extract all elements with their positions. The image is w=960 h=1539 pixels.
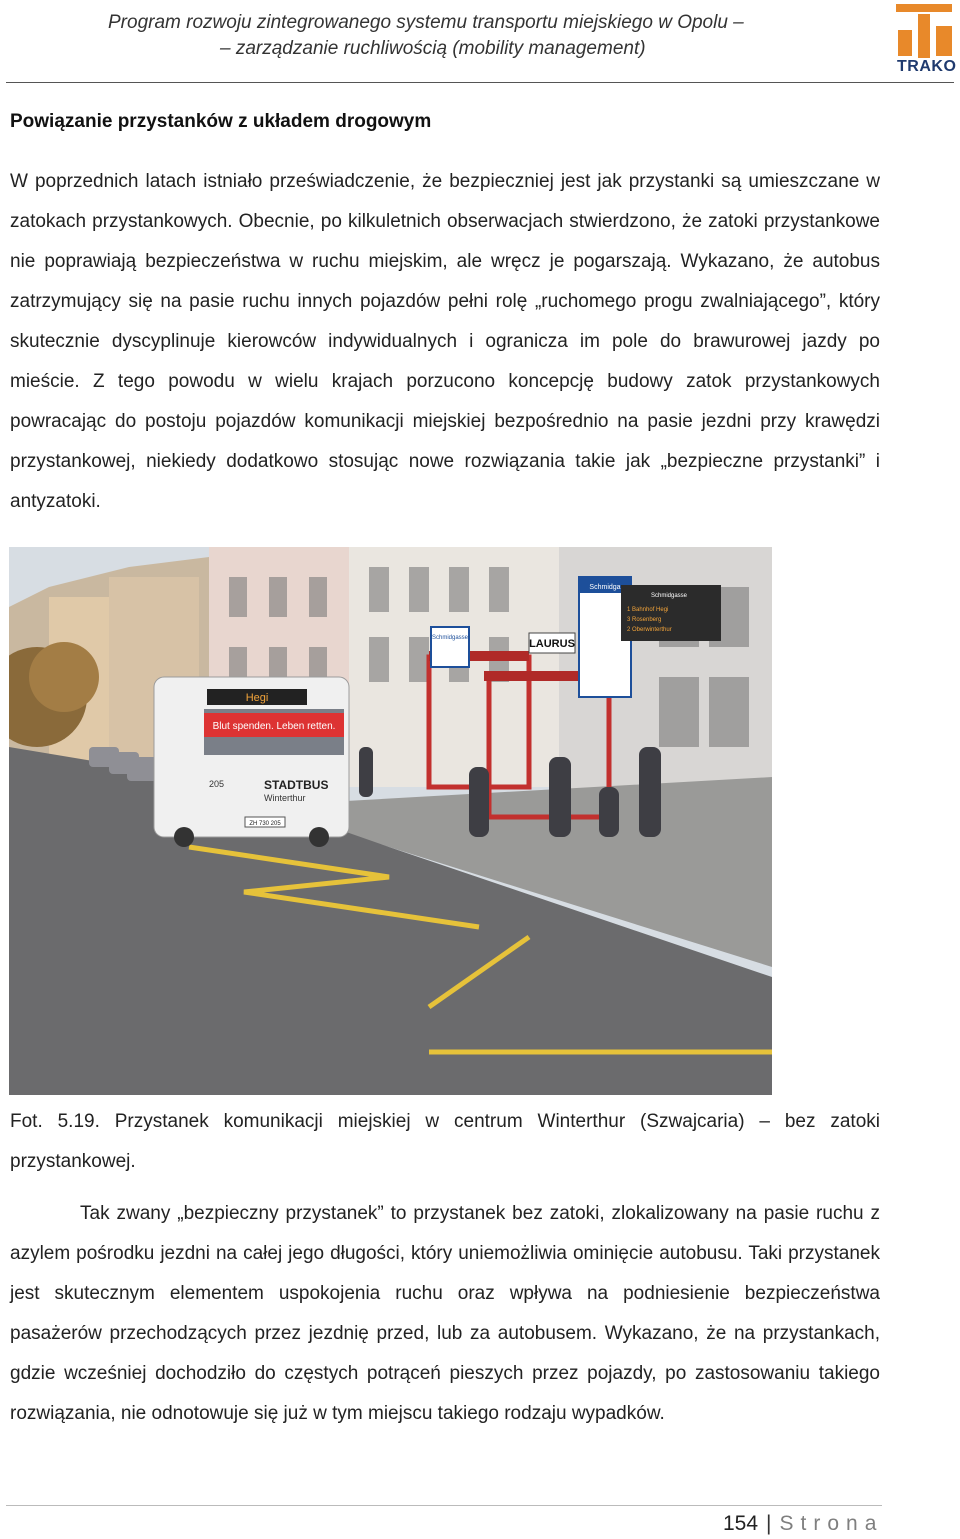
bus-number: 205	[209, 779, 225, 789]
stop-sign-1: Schmidgasse	[431, 635, 469, 641]
logo-text: TRAKO	[897, 58, 957, 75]
bus-stop-photo-illustration	[9, 547, 772, 1095]
header-title-line2: – zarządzanie ruchliwością (mobility management)	[220, 38, 646, 59]
body-paragraph-2: Tak zwany „bezpieczny przystanek” to przystanek bez zatoki, zlokalizowany na pasie ruchu z azylem pośrodku jezdni na całej jego długości, który uniemożliwia ominięcie autobusu. Taki przystanek jest skutecznym elementem uspokojenia ruchu oraz wpływa na podniesienie bezpieczeństwa pasażerów przechodzących przez jezdnię przed, lub za autobusem. Wykazano, że na przystankach, gdzie wcześniej dochodziło do częstych potrąceń pieszych przez pojazdy, po zastosowaniu takiego rozwiązania, nie odnotowuje się już w tym miejscu takiego rodzaju wypadków.	[10, 1203, 880, 1424]
bus-city: Winterthur	[264, 793, 306, 803]
shop-sign: LAURUS	[529, 638, 575, 650]
body-paragraph-1: W poprzednich latach istniało przeświadczenie, że bezpieczniej jest jak przystanki są umieszczane w zatokach przystankowych. Obecnie, po kilkuletnich obserwacjach stwierdzono, że zatoki przystankowe nie poprawiają bezpieczeństwa w ruchu miejskim, ale wręcz je pogarszają. Wykazano, że autobus zatrzymujący się na pasie ruchu innych pojazdów pełni rolę „ruchomego progu zwalniającego”, który skutecznie dyscyplinuje kierowców indywidualnych i ogranicza im pole do brawurowej jazdy po mieście. Z tego powodu w wielu krajach porzucono koncepcję budowy zatok przystankowych powracając do postoju pojazdów komunikacji miejskiej bezpośrednio na pasie jezdni przy krawędzi przystankowej, niekiedy dodatkowo stosując nowe rozwiązania takie jak „bezpieczne przystanki” i antyzatoki.	[10, 171, 880, 512]
bus-banner: Blut spenden. Leben retten.	[212, 721, 336, 732]
display-line-3: 2 Oberwinterthur	[627, 627, 672, 633]
display-line-1: 1 Bahnhof Hegi	[627, 607, 669, 613]
page-header	[0, 0, 960, 84]
bus-brand: STADTBUS	[264, 778, 329, 792]
header-divider	[6, 82, 954, 83]
page-word: Strona	[779, 1512, 884, 1535]
header-title-line1: Program rozwoju zintegrowanego systemu transportu miejskiego w Opolu –	[108, 12, 744, 33]
page-number: 154	[723, 1512, 759, 1535]
footer-separator: |	[766, 1512, 772, 1535]
bus-stop-photo	[9, 547, 772, 1095]
footer-divider	[6, 1505, 882, 1506]
bus-destination: Hegi	[245, 692, 269, 704]
section-title: Powiązanie przystanków z układem drogowym	[10, 111, 432, 132]
stop-sign-3: Schmidga	[589, 584, 621, 591]
bus-plate: ZH 730 205	[249, 821, 281, 827]
photo-caption: Fot. 5.19. Przystanek komunikacji miejskiej w centrum Winterthur (Szwajcaria) – bez zatoki przystankowej.	[10, 1111, 880, 1172]
stop-sign-2: Schmidgasse	[650, 593, 688, 599]
page-footer	[723, 1512, 883, 1536]
display-line-2: 3 Rosenberg	[627, 617, 662, 623]
